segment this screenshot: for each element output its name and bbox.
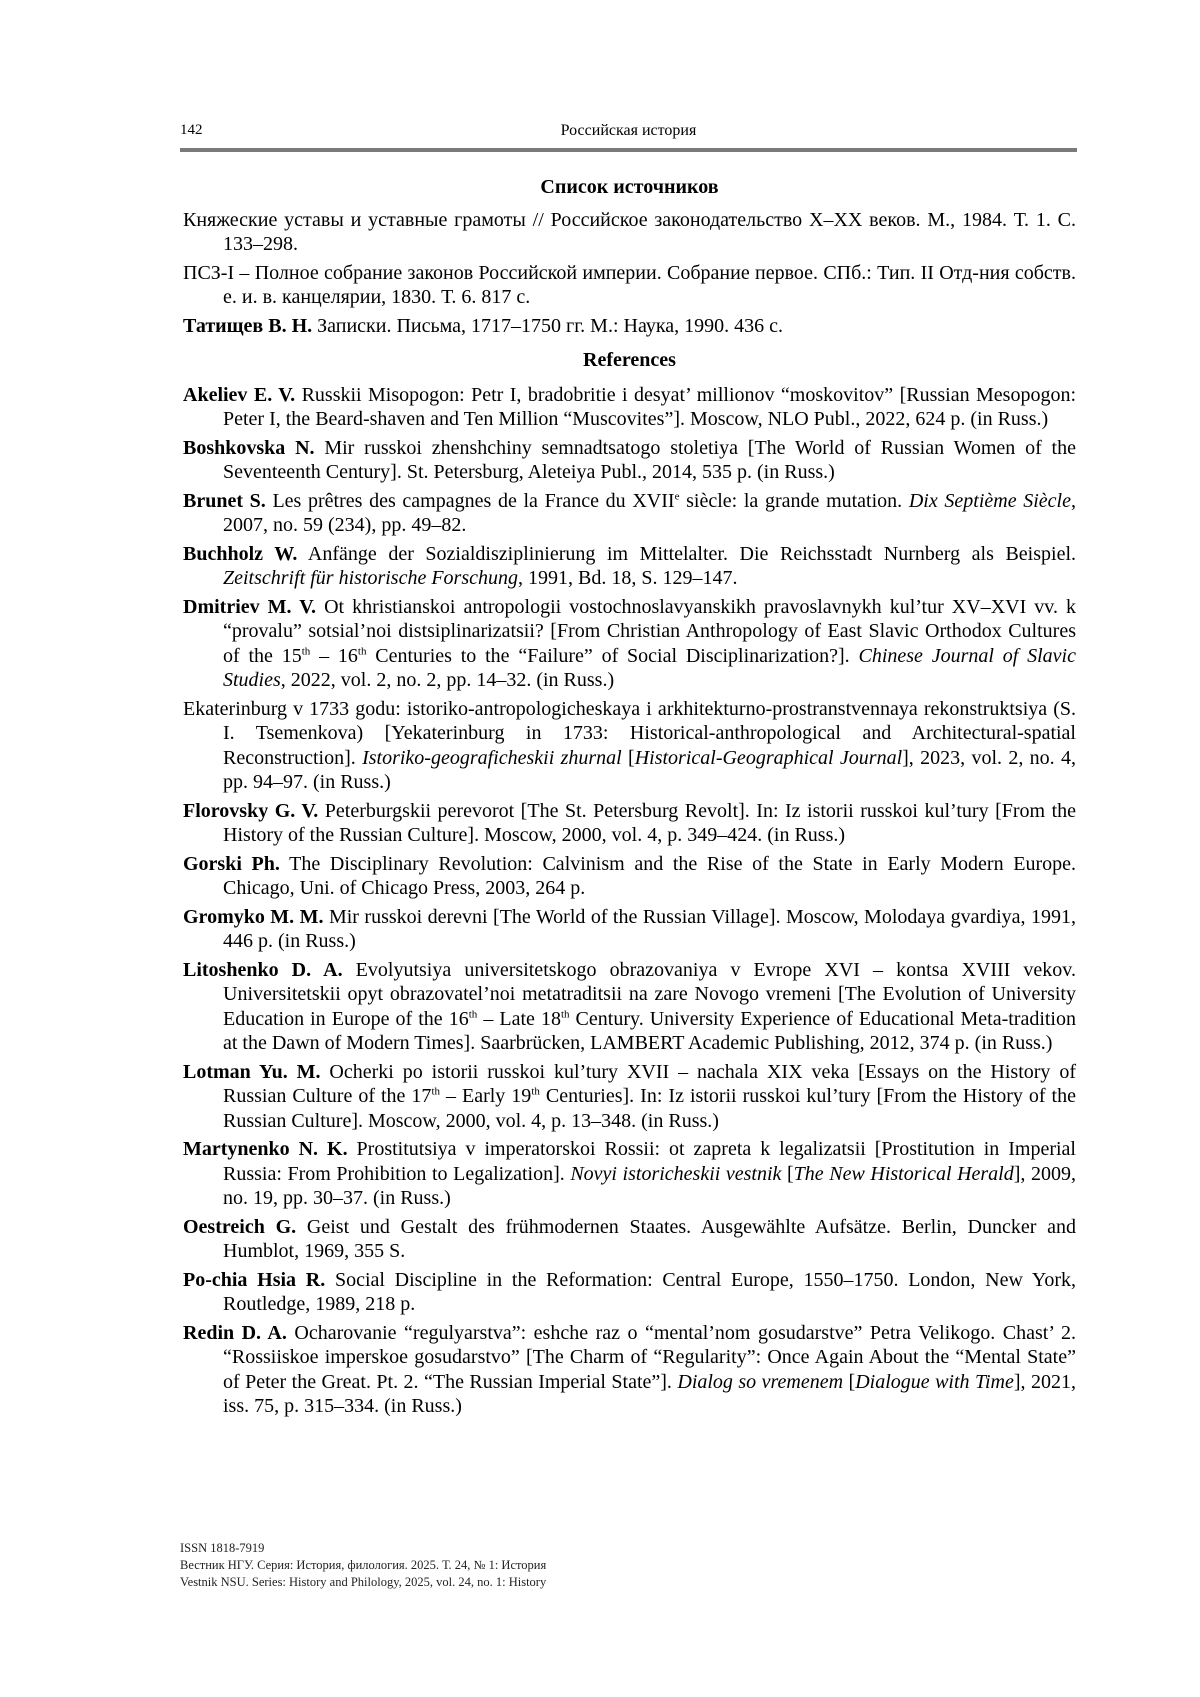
entry-author: Litoshenko D. A. xyxy=(183,958,343,981)
article-body xyxy=(183,175,1076,1423)
running-title: Российская история xyxy=(560,122,697,139)
entry-author: Lotman Yu. M. xyxy=(183,1060,321,1083)
entry-author: Oestreich G. xyxy=(183,1215,297,1238)
reference-entry xyxy=(183,905,1076,954)
entry-text: Social Discipline in the Reformation: Central Europe, 1550–1750. London, New York, Routledge, 1989, 218 p. xyxy=(223,1268,1076,1315)
entry-text: , 2007, no. 59 (234), pp. 49–82. xyxy=(223,489,1076,536)
entry-text: siècle: la grande mutation. xyxy=(679,489,909,512)
entry-text: Ocherki po istorii russkoi kul’tury XVII – nachala XIX veka [Essays on the History of Russian Culture of the 17 xyxy=(223,1060,1076,1107)
entry-text: Ekaterinburg v 1733 godu: istoriko-antropologicheskaya i arkhitekturno-prostranstvennaya rekonstruktsiya (S. I. Tsemenkova) [Yekaterinburg in 1733: Historical-anthropological and Architectural-spatial Reconstruction]. xyxy=(183,697,1076,769)
journal-title: Istoriko-geograficheskii zhurnal xyxy=(362,746,622,769)
reference-entry xyxy=(183,799,1076,848)
references-heading: References xyxy=(583,349,676,371)
reference-entry xyxy=(183,1321,1076,1419)
superscript: th xyxy=(301,644,311,657)
entry-text: Ot khristianskoi antropologii vostochnoslavyanskikh pravoslavnykh kul’tur XV–XVI vv. k “provalu” sotsial’noi distsiplinarizatsii? [From Christian Anthropology of East Slavic Orthodox Cultures of the 15 xyxy=(223,595,1076,667)
entry-text: ], 2009, no. 19, pp. 30–37. (in Russ.) xyxy=(223,1162,1076,1209)
entry-text: , 2022, vol. 2, no. 2, pp. 14–32. (in Russ.) xyxy=(280,669,615,691)
superscript: e xyxy=(674,489,680,502)
entry-text: Les prêtres des campagnes de la France du XVII xyxy=(265,489,675,512)
entry-text: Centuries to the “Failure” of Social Disciplinarization?]. xyxy=(366,644,859,667)
entry-text: Княжеские уставы и уставные грамоты // Российское законодательство X–XX веков. М., 1984. Т. 1. С. 133–298. xyxy=(183,208,1076,255)
entry-author: Florovsky G. V. xyxy=(183,799,319,822)
reference-entry xyxy=(183,1268,1076,1317)
journal-title: Novyi istoricheskii vestnik xyxy=(570,1162,782,1185)
reference-entry xyxy=(183,1137,1076,1211)
entry-text: [ xyxy=(621,746,635,769)
page-number: 142 xyxy=(180,122,203,138)
entry-text: Записки. Письма, 1717–1750 гг. М.: Наука, 1990. 436 с. xyxy=(312,314,783,337)
entry-text: Centuries]. In: Iz istorii russkoi kul’tury [From the History of the Russian Culture]. Moscow, 2000, vol. 4, p. 13–348. (in Russ.) xyxy=(223,1085,1076,1132)
entry-text: Ocharovanie “regulyarstva”: eshche raz o “mental’nom gosudarstve” Petra Velikogo. Chast’ 2. “Rossiiskoe imperskoe gosudarstvo” [The Charm of “Regularity”: Once Again About the “Mental State” of Peter the Great. Pt. 2. “The Russian Imperial State”]. xyxy=(223,1321,1076,1393)
entry-author: Redin D. A. xyxy=(183,1321,287,1344)
reference-entry xyxy=(183,1060,1076,1134)
source-entry xyxy=(183,261,1076,310)
entry-text: Russkii Misopogon: Petr I, bradobritie i desyat’ millionov “moskovitov” [Russian Mesopogon: Peter I, the Beard-shaven and Ten Million “Muscovites”]. Moscow, NLO Publ., 2022, 624 p. (in Russ.) xyxy=(223,383,1076,430)
entry-author: Akeliev E. V. xyxy=(183,383,296,406)
journal-citation-en: Vestnik NSU. Series: History and Philology, 2025, vol. 24, no. 1: History xyxy=(180,1575,547,1589)
entry-text: Century. University Experience of Educational Meta-tradition at the Dawn of Modern Times]. Saarbrücken, LAMBERT Academic Publishing, 2012, 374 p. (in Russ.) xyxy=(223,1007,1076,1054)
issn: ISSN 1818-7919 xyxy=(180,1541,265,1555)
superscript: th xyxy=(431,1085,440,1098)
entry-author: Boshkovska N. xyxy=(183,436,315,459)
entry-text: – 16 xyxy=(310,644,358,667)
entry-text: [ xyxy=(843,1370,856,1393)
entry-text: Geist und Gestalt des frühmodernen Staates. Ausgewählte Aufsätze. Berlin, Duncker and Humblot, 1969, 355 S. xyxy=(223,1215,1076,1262)
entry-text: , 1991, Bd. 18, S. 129–147. xyxy=(518,567,738,589)
entry-text: ], 2021, iss. 75, p. 315–334. (in Russ.) xyxy=(223,1370,1076,1417)
entry-author: Brunet S. xyxy=(183,489,266,512)
entry-text: – Early 19 xyxy=(440,1085,532,1107)
entry-text: ], 2023, vol. 2, no. 4, pp. 94–97. (in Russ.) xyxy=(223,746,1076,793)
entry-author: Gorski Ph. xyxy=(183,852,280,875)
entry-text: The Disciplinary Revolution: Calvinism and the Rise of the State in Early Modern Europe. Chicago, Uni. of Chicago Press, 2003, 264 p. xyxy=(223,852,1076,899)
entry-author: Po-chia Hsia R. xyxy=(183,1268,326,1291)
entry-author: Buchholz W. xyxy=(183,542,298,565)
entry-author: Martynenko N. K. xyxy=(183,1138,348,1160)
entry-author: Gromyko M. M. xyxy=(183,905,324,928)
superscript: th xyxy=(531,1085,540,1098)
reference-entry xyxy=(183,595,1076,693)
entry-text: Peterburgskii perevorot [The St. Petersburg Revolt]. In: Iz istorii russkoi kul’tury [From the History of the Russian Culture]. Moscow, 2000, vol. 4, p. 349–424. (in Russ.) xyxy=(223,799,1076,846)
journal-title-translation: Dialogue with Time xyxy=(855,1370,1014,1393)
superscript: th xyxy=(357,644,367,657)
reference-entry xyxy=(183,697,1076,795)
entry-text: Evolyutsiya universitetskogo obrazovaniya v Evrope XVI – kontsa XVIII vekov. Universitetskii opyt obrazovatel’noi metatraditsii na zare Novogo vremeni [The Evolution of University Education in Europe of the 16 xyxy=(223,958,1076,1030)
reference-entry xyxy=(183,489,1076,538)
page-header xyxy=(180,122,1077,152)
entry-text: Mir russkoi zhenshchiny semnadtsatogo stoletiya [The World of Russian Women of the Seventeenth Century]. St. Petersburg, Aleteiya Publ., 2014, 535 p. (in Russ.) xyxy=(223,436,1076,483)
entry-text: Prostitutsiya v imperatorskoi Rossii: ot zapreta k legalizatsii [Prostitution in Imperial Russia: From Prohibition to Legalization]. xyxy=(223,1138,1076,1185)
reference-entry xyxy=(183,436,1076,485)
journal-citation-ru: Вестник НГУ. Серия: История, филология. 2025. Т. 24, № 1: История xyxy=(180,1558,547,1572)
reference-entry xyxy=(183,383,1076,432)
entry-text: – Late 18 xyxy=(477,1007,561,1030)
entry-text: ПСЗ-I – Полное собрание законов Российской империи. Собрание первое. СПб.: Тип. II Отд-ния собств. е. и. в. канцелярии, 1830. Т. 6. 817 с. xyxy=(183,261,1076,308)
entry-author: Dmitriev M. V. xyxy=(183,595,317,618)
reference-entry xyxy=(183,958,1076,1056)
journal-title: Dialog so vremenem xyxy=(677,1370,844,1393)
journal-title: Dix Septième Siècle xyxy=(908,489,1071,512)
entry-author: Татищев В. Н. xyxy=(183,314,313,337)
journal-title-translation: Historical-Geographical Journal xyxy=(634,746,903,769)
entry-text: Mir russkoi derevni [The World of the Russian Village]. Moscow, Molodaya gvardiya, 1991, 446 p. (in Russ.) xyxy=(223,905,1077,952)
sources-heading: Список источников xyxy=(540,176,719,198)
superscript: th xyxy=(560,1007,570,1020)
journal-title-translation: The New Historical Herald xyxy=(793,1162,1014,1185)
entry-text: Anfänge der Sozialdisziplinierung im Mittelalter. Die Reichsstadt Nurnberg als Beispiel. xyxy=(297,542,1076,565)
entry-text: [ xyxy=(781,1162,794,1185)
reference-entry xyxy=(183,542,1076,591)
superscript: th xyxy=(468,1007,478,1020)
journal-title: Chinese Journal of Slavic Studies xyxy=(223,644,1076,691)
source-entry xyxy=(183,208,1076,257)
reference-entry xyxy=(183,1215,1076,1264)
source-entry xyxy=(183,314,1076,339)
page-footer xyxy=(180,1540,546,1591)
reference-entry xyxy=(183,852,1076,901)
journal-title: Zeitschrift für historische Forschung xyxy=(223,567,518,589)
